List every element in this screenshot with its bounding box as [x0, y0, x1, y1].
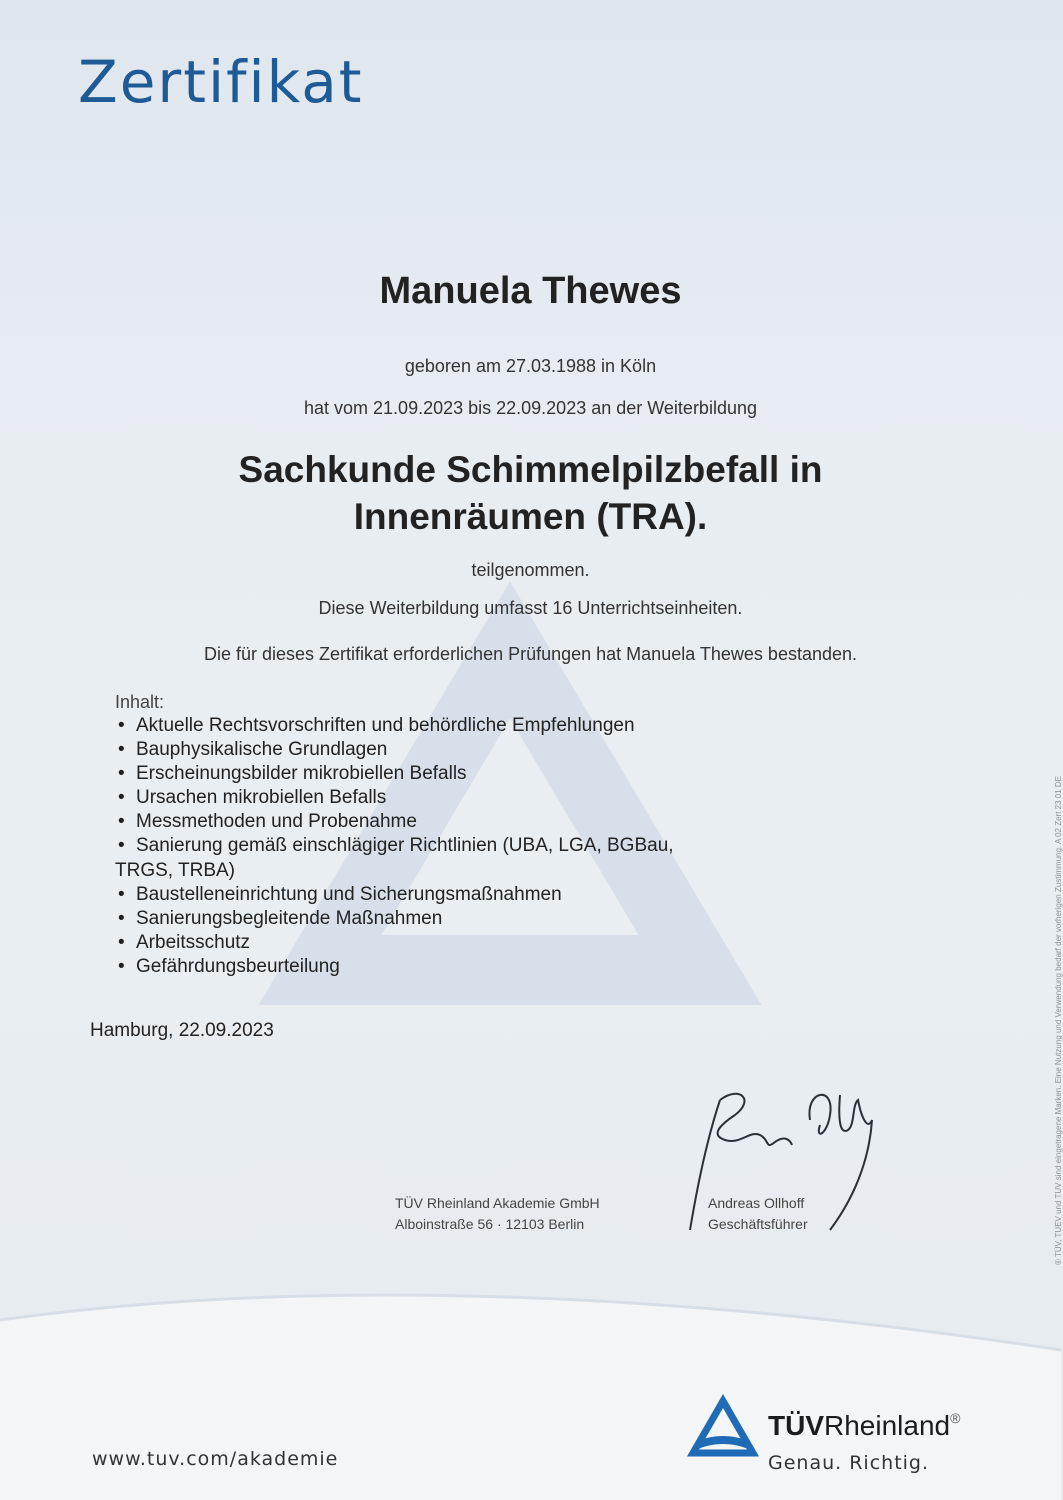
tuv-logo-icon	[690, 1398, 756, 1456]
course-title-line-1: Sachkunde Schimmelpilzbefall in	[238, 449, 823, 490]
signer-role: Geschäftsführer	[708, 1216, 808, 1232]
bullet-icon: •	[118, 811, 125, 833]
content-label: Inhalt:	[115, 692, 165, 712]
list-item: • Arbeitsschutz	[115, 931, 755, 955]
bullet-icon: •	[118, 907, 125, 929]
place-date: Hamburg, 22.09.2023	[90, 1020, 274, 1041]
trademark-note: ® TÜV, TUEV und TUV sind eingetragene Marken. Eine Nutzung und Verwendung bedarf der vorherigen Zustimmung. A 02 Zert 23 01 DE	[1054, 776, 1063, 1265]
signer-name: Andreas Ollhoff	[708, 1195, 805, 1211]
exam-line: Die für dieses Zertifikat erforderlichen Prüfungen hat Manuela Thewes bestanden.	[203, 644, 858, 664]
bullet-icon: •	[118, 763, 125, 785]
birth-line: geboren am 27.03.1988 in Köln	[404, 356, 657, 376]
content-list	[115, 714, 755, 979]
bullet-icon: •	[118, 787, 125, 809]
recipient-name: Manuela Thewes	[379, 270, 682, 312]
issuer-block	[395, 1193, 600, 1235]
list-item: • Aktuelle Rechtsvorschriften und behördliche Empfehlungen	[115, 714, 755, 738]
list-item: • Sanierung gemäß einschlägiger Richtlinien (UBA, LGA, BGBau,	[115, 834, 755, 858]
period-line: hat vom 21.09.2023 bis 22.09.2023 an der Weiterbildung	[304, 398, 757, 418]
list-item: • Messmethoden und Probenahme	[115, 810, 755, 834]
bullet-icon: •	[118, 955, 125, 977]
signer-block	[708, 1193, 808, 1235]
list-item: • Baustelleneinrichtung und Sicherungsmaßnahmen	[115, 883, 755, 907]
tuv-brand: TÜVRheinland®	[768, 1410, 961, 1441]
website-url: www.tuv.com/akademie	[92, 1448, 339, 1470]
bullet-icon: •	[118, 835, 125, 857]
issuer-org: TÜV Rheinland Akademie GmbH	[395, 1195, 600, 1211]
participated-line: teilgenommen.	[471, 560, 590, 580]
list-item: • Gefährdungsbeurteilung	[115, 955, 755, 979]
bullet-icon: •	[118, 883, 125, 905]
list-item: • Sanierungsbegleitende Maßnahmen	[115, 907, 755, 931]
list-item-continuation: TRGS, TRBA)	[115, 859, 235, 881]
list-item: • Erscheinungsbilder mikrobiellen Befalls	[115, 762, 755, 786]
course-title	[0, 446, 1061, 540]
certificate-title: Zertifikat	[78, 48, 364, 116]
issuer-address: Alboinstraße 56 · 12103 Berlin	[395, 1216, 585, 1232]
bullet-icon: •	[118, 931, 125, 953]
tuv-slogan: Genau. Richtig.	[768, 1452, 930, 1474]
units-line: Diese Weiterbildung umfasst 16 Unterrichtseinheiten.	[318, 598, 743, 618]
list-item: • Bauphysikalische Grundlagen	[115, 738, 755, 762]
bullet-icon: •	[118, 715, 125, 736]
list-item: • Ursachen mikrobiellen Befalls	[115, 786, 755, 810]
bullet-icon: •	[118, 739, 125, 761]
course-title-line-2: Innenräumen (TRA).	[353, 496, 708, 537]
